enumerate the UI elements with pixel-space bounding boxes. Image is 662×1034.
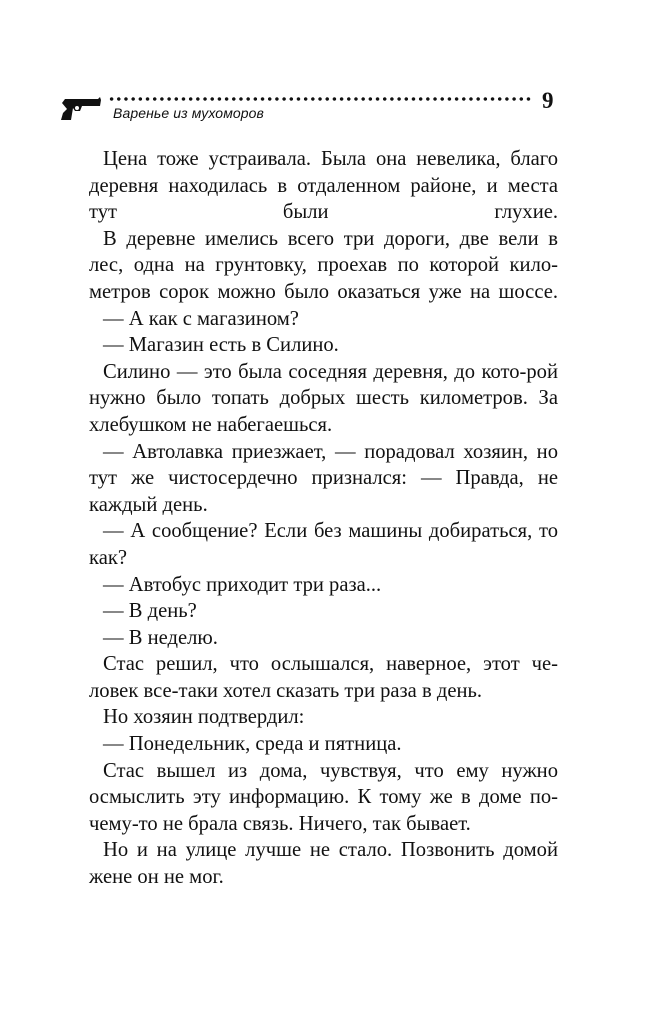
- dotted-rule: [108, 94, 533, 104]
- paragraph: — В неделю.: [103, 626, 218, 649]
- paragraph: Стас решил, что ослышался, наверное, этот че-ловек все-таки хотел сказать три раза в день.: [89, 653, 558, 702]
- paragraph: Но хозяин подтвердил:: [103, 706, 305, 729]
- paragraph: Цена тоже устраивала. Была она невелика, благо деревня находилась в отдаленном районе, и места тут были глухие.: [89, 148, 558, 224]
- paragraph: — А сообщение? Если без машины добираться, то как?: [89, 520, 558, 569]
- revolver-icon: [60, 95, 102, 121]
- paragraph: Но и на улице лучше не стало. Позвонить домой жене он не мог.: [89, 839, 558, 889]
- page-number: 9: [542, 88, 554, 113]
- running-header: [60, 88, 560, 132]
- paragraph: — Автобус приходит три раза...: [103, 573, 382, 596]
- paragraph: — Понедельник, среда и пятница.: [103, 733, 402, 756]
- body-text: [89, 146, 558, 891]
- paragraph: — В день?: [103, 600, 197, 623]
- paragraph: — Магазин есть в Силино.: [103, 334, 339, 357]
- paragraph: Силино — это была соседняя деревня, до кото-рой нужно было топать добрых шесть километров. За хлебушком не набегаешься.: [89, 360, 558, 436]
- paragraph: — А как с магазином?: [103, 307, 299, 330]
- book-title: Варенье из мухоморов: [113, 105, 264, 121]
- paragraph: — Автолавка приезжает, — порадовал хозяин, но тут же чистосердечно признался: — Правда, не каждый день.: [89, 440, 558, 516]
- paragraph: В деревне имелись всего три дороги, две вели в лес, одна на грунтовку, проехав по которой кило-метров сорок можно было оказаться уже на шоссе.: [89, 227, 558, 303]
- paragraph: Стас вышел из дома, чувствуя, что ему нужно осмыслить эту информацию. К тому же в доме по-чему-то не брала связь. Ничего, так бывает.: [89, 759, 558, 835]
